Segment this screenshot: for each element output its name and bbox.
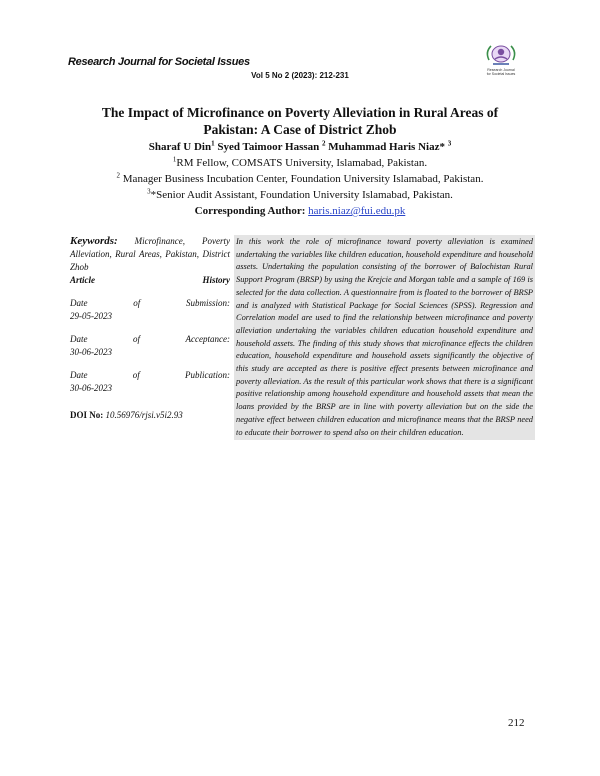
author-sup: 2 <box>322 139 326 148</box>
affiliation-text: Manager Business Incubation Center, Foundation University Islamabad, Pakistan. <box>120 173 484 185</box>
author-name: Syed Taimoor Hassan <box>217 141 320 153</box>
publication-date-label <box>70 369 230 382</box>
journal-logo-icon <box>481 40 521 68</box>
article-history-right: History <box>202 275 230 285</box>
publication-date-value: 30-06-2023 <box>70 383 112 393</box>
author-list <box>0 141 600 153</box>
abstract-text: In this work the role of microfinance toward poverty alleviation is examined undertaking the variables like children education, household expenditure and household assets. Undertaking the population consisting of the borrower of Balochistan Rural Support Program (BRSP) by using the Krejcie and Morgan table and a sample of 169 is selected for the data collection. A questionnaire from is floated to the borrower of BRSP and is analyzed with Statistical Package for Social Sciences (SPSS). Regression and Correlation model are used to find the relationship between microfinance and poverty alleviation undertaking the variables children education household expenditure and household assets. The finding of this study shows that microfinance effects the children education, household expenditure and household assets significantly the objective of this study are accepted as there is positive effect presents between microfinance and poverty alleviation. As the result of this particular work shows that there is a significant positive relationship among household expenditure and household assets that mean the loans provided by the BRSP are in line with poverty alleviation but on the side the negative effect between children education and microfinance means that the BRSP need to educate their borrower to spend also on their children education. <box>236 237 533 437</box>
acceptance-date-value: 30-06-2023 <box>70 347 112 357</box>
publication-word: Publication: <box>184 370 230 380</box>
submission-date-value: 29-05-2023 <box>70 311 112 321</box>
volume-info: Vol 5 No 2 (2023): 212-231 <box>251 71 349 80</box>
affiliation-3 <box>0 189 600 201</box>
affiliation-text: *Senior Audit Assistant, Foundation University Islamabad, Pakistan. <box>150 189 453 201</box>
acceptance-date-label <box>70 333 230 346</box>
affiliation-2 <box>0 173 600 185</box>
paper-title: The Impact of Microfinance on Poverty Alleviation in Rural Areas of Pakistan: A Case of District Zhob <box>101 105 499 137</box>
page-number: 212 <box>508 717 525 729</box>
affiliation-sup: 3 <box>147 187 151 196</box>
keywords-text: Microfinance, Poverty Alleviation, Rural Areas, Pakistan, District Zhob <box>70 236 230 272</box>
doi-block <box>70 409 230 422</box>
doi-label: DOI No: <box>70 410 104 420</box>
date-word: Date <box>70 334 88 344</box>
author-sup: 3 <box>447 139 452 148</box>
author-name: Sharaf U Din <box>148 141 212 153</box>
submission-date-label <box>70 297 230 310</box>
corresponding-label: Corresponding Author: <box>194 205 306 217</box>
submission-word: Submission: <box>185 298 230 308</box>
doi-value[interactable]: 10.56976/rjsi.v5i2.93 <box>105 410 183 420</box>
article-history-heading <box>70 274 230 287</box>
abstract-box <box>234 235 535 440</box>
acceptance-word: Acceptance: <box>185 334 230 344</box>
affiliation-sup: 1 <box>172 155 177 164</box>
affiliation-sup: 2 <box>116 171 121 180</box>
date-word: Date <box>70 370 88 380</box>
article-info-column <box>70 235 230 422</box>
corresponding-email-link[interactable]: haris.niaz@fui.edu.pk <box>308 205 406 217</box>
keywords-label: Keywords: <box>70 235 118 247</box>
keywords-block <box>70 235 230 274</box>
date-word: Date <box>70 298 88 308</box>
article-history-left: Article <box>70 275 95 285</box>
of-word: of <box>133 298 141 308</box>
author-name: Muhammad Haris Niaz* <box>328 141 445 153</box>
affiliation-text: RM Fellow, COMSATS University, Islamabad, Pakistan. <box>176 157 428 169</box>
affiliation-1 <box>0 157 600 169</box>
logo-caption: Research Journal for Societal Issues <box>486 68 516 76</box>
of-word: of <box>133 334 141 344</box>
corresponding-author <box>0 205 600 217</box>
of-word: of <box>132 370 140 380</box>
author-sup: 1 <box>211 139 215 148</box>
journal-name: Research Journal for Societal Issues <box>68 56 250 68</box>
